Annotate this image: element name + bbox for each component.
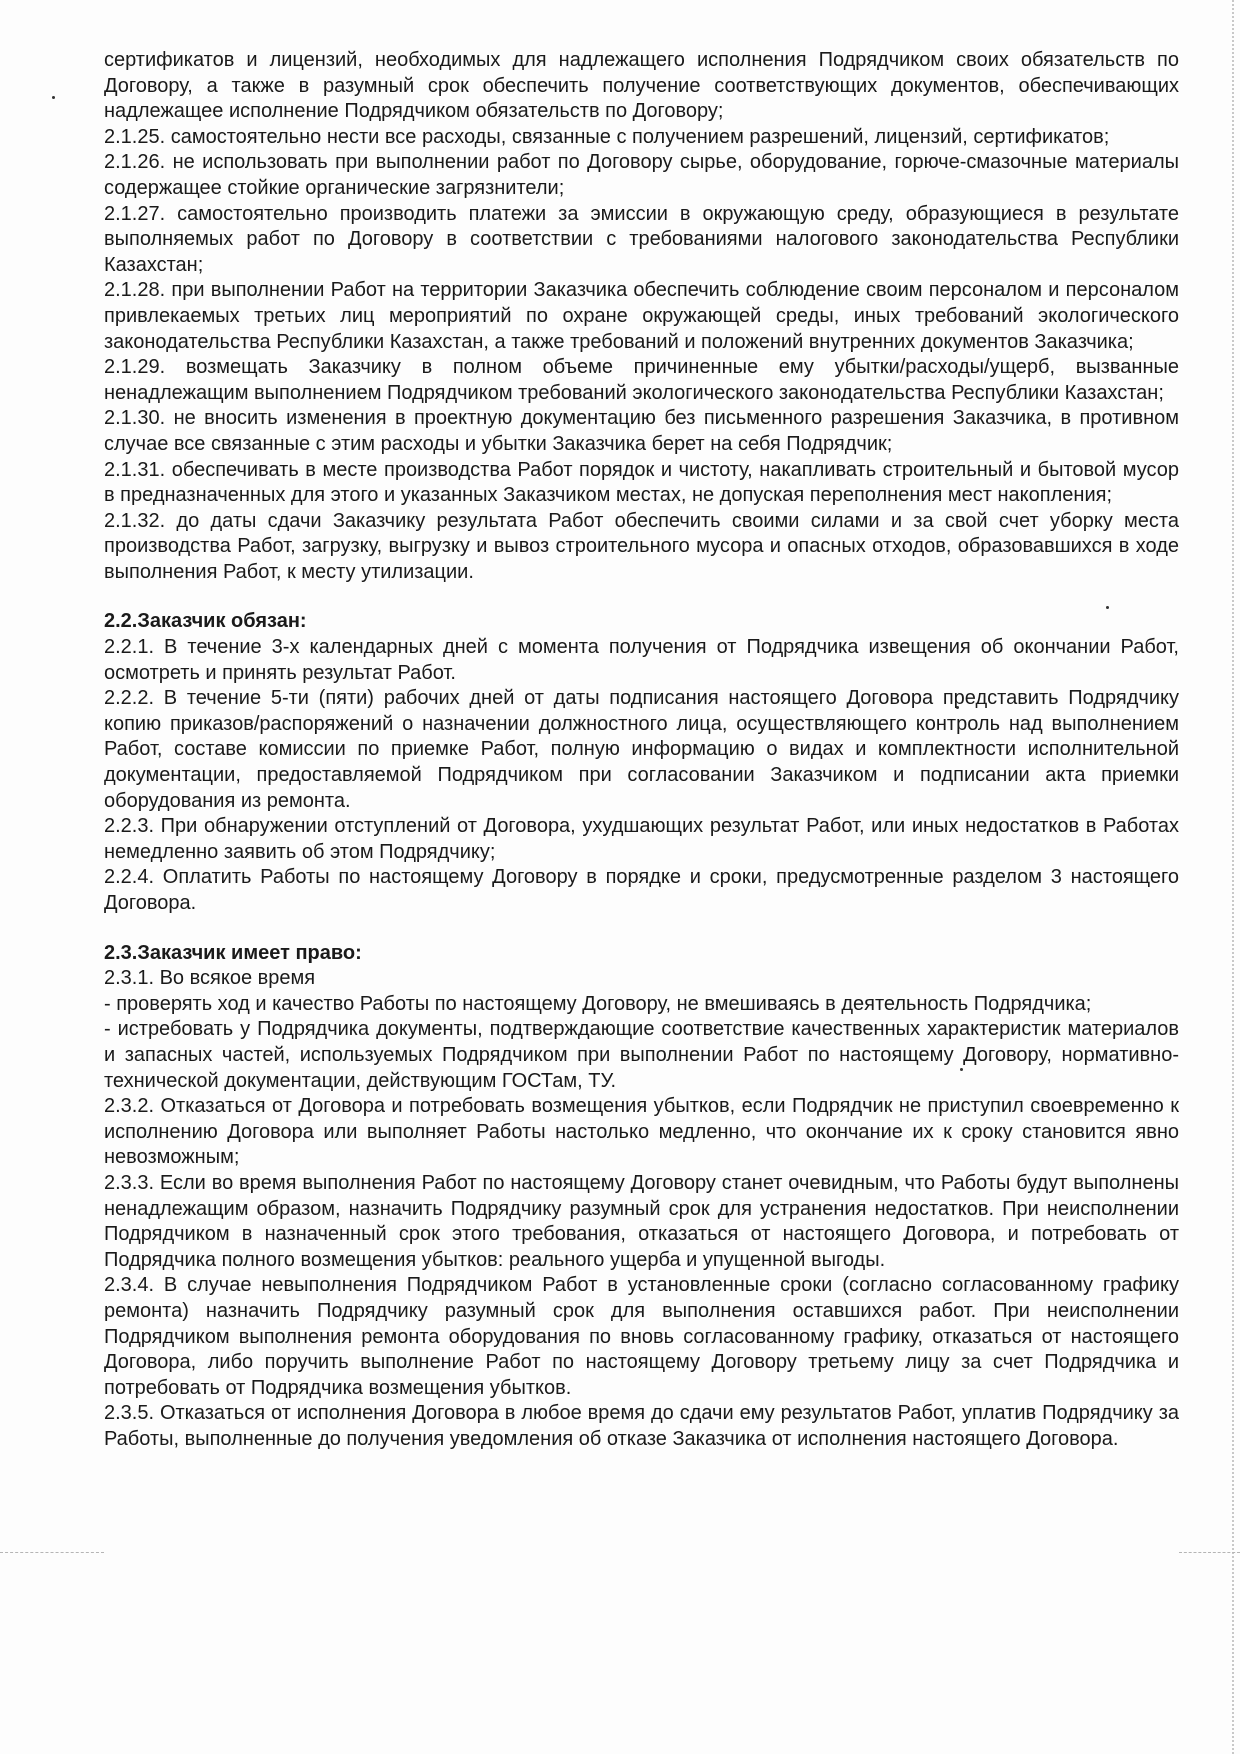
scan-margin-artifact — [1230, 0, 1234, 1754]
paragraph: 2.1.31. обеспечивать в месте производства Работ порядок и чистоту, накапливать строительный и бытовой мусор в предназначенных для этого и указанных Заказчиком местах, не допуская переполнения мест накопления; — [104, 458, 1179, 507]
clause: 2.2.4. Оплатить Работы по настоящему Договору в порядке и сроки, предусмотренные разделом 3 настоящего Договора. — [104, 866, 1179, 914]
clause: - проверять ход и качество Работы по настоящему Договору, не вмешиваясь в деятельность Подрядчика; — [104, 992, 1092, 1015]
clause: 2.2.1. В течение 3-х календарных дней с момента получения от Подрядчика извещения об окончании Работ, осмотреть и принять результат Работ. — [104, 636, 1179, 684]
clause: 2.2.3. При обнаружении отступлений от Договора, ухудшающих результат Работ, или иных недостатков в Работах немедленно заявить об этом Подрядчику; — [104, 815, 1179, 863]
paragraph: 2.1.32. до даты сдачи Заказчику результата Работ обеспечить своими силами и за свой счет уборку места производства Работ, загрузку, выгрузку и вывоз строительного мусора и опасных отходов, образовавшихся в ходе выполнения Работ, к месту утилизации. — [104, 509, 1179, 583]
section-heading-2-2: 2.2.Заказчик обязан: — [104, 610, 307, 633]
clause: 2.3.1. Во всякое время — [104, 967, 316, 990]
clause: 2.3.5. Отказаться от исполнения Договора в любое время до сдачи ему результатов Работ, уплатив Подрядчику за Работы, выполненные до получения уведомления об отказе Заказчика от исполнения настоящего Договора. — [104, 1402, 1179, 1450]
paragraph: 2.1.25. самостоятельно нести все расходы, связанные с получением разрешений, лицензий, сертификатов; — [104, 125, 1110, 148]
scan-speck — [52, 96, 55, 99]
section-gap — [104, 917, 1179, 941]
paragraph: 2.1.27. самостоятельно производить платежи за эмиссии в окружающую среду, образующиеся в результате выполняемых работ по Договору в соответствии с требованиями налогового законодательства Республики Казахстан; — [104, 202, 1179, 276]
paragraph: 2.1.30. не вносить изменения в проектную документацию без письменного разрешения Заказчика, в противном случае все связанные с этим расходы и убытки Заказчика берет на себя Подрядчик; — [104, 407, 1179, 455]
clause: 2.3.2. Отказаться от Договора и потребовать возмещения убытков, если Подрядчик не приступил своевременно к исполнению Договора или выполняет Работы настолько медленно, что окончание их к сроку становится явно невозможным; — [104, 1095, 1179, 1169]
fold-line-right — [1179, 1552, 1240, 1553]
paragraph: 2.1.28. при выполнении Работ на территории Заказчика обеспечить соблюдение своим персоналом и персоналом привлекаемых третьих лиц мероприятий по охране окружающей среды, иных требований экологического законодательства Республики Казахстан, а также требований и положений внутренних документов Заказчика; — [104, 279, 1179, 353]
section-heading-2-3: 2.3.Заказчик имеет право: — [104, 941, 362, 964]
clause: 2.3.3. Если во время выполнения Работ по настоящему Договору станет очевидным, что Работы будут выполнены ненадлежащим образом, назначить Подрядчику разумный срок для устранения недостатков. При неисполнении Подрядчиком в назначенный срок этого требования, отказаться от настоящего Договора, и потребовать от Подрядчика полного возмещения убытков: реального ущерба и упущенной выгоды. — [104, 1171, 1179, 1271]
paragraph: сертификатов и лицензий, необходимых для надлежащего исполнения Подрядчиком своих обязательств по Договору, а также в разумный срок обеспечить получение соответствующих документов, обеспечивающих надлежащее исполнение Подрядчиком обязательств по Договору; — [104, 49, 1179, 123]
section-gap — [104, 585, 1179, 609]
paragraph: 2.1.26. не использовать при выполнении работ по Договору сырье, оборудование, горюче-смазочные материалы содержащее стойкие органические загрязнители; — [104, 151, 1179, 199]
clause: 2.3.4. В случае невыполнения Подрядчиком Работ в установленные сроки (согласно согласованному графику ремонта) назначить Подрядчику разумный срок для выполнения оставшихся работ. При неисполнении Подрядчиком выполнения ремонта оборудования по вновь согласованному графику, отказаться от настоящего Договора, либо поручить выполнение Работ по настоящему Договору третьему лицу за счет Подрядчика и потребовать от Подрядчика возмещения убытков. — [104, 1274, 1179, 1399]
clause: 2.2.2. В течение 5-ти (пяти) рабочих дней от даты подписания настоящего Договора представить Подрядчику копию приказов/распоряжений о назначении должностного лица, осуществляющего контроль над выполнением Работ, составе комиссии по приемке Работ, полную информацию о видах и комплектности исполнительной документации, предоставляемой Подрядчиком при согласовании Заказчиком и подписании акта приемки оборудования из ремонта. — [104, 687, 1179, 812]
paragraph: 2.1.29. возмещать Заказчику в полном объеме причиненные ему убытки/расходы/ущерб, вызванные ненадлежащим выполнением Подрядчиком требований экологического законодательства Республики Казахстан; — [104, 356, 1179, 404]
clause: - истребовать у Подрядчика документы, подтверждающие соответствие качественных характеристик материалов и запасных частей, используемых Подрядчиком при выполнении Работ по настоящему Договору, нормативно-технической документации, действующим ГОСТам, ТУ. — [104, 1018, 1179, 1092]
document-body — [104, 48, 1179, 1452]
fold-line-left — [0, 1552, 104, 1553]
